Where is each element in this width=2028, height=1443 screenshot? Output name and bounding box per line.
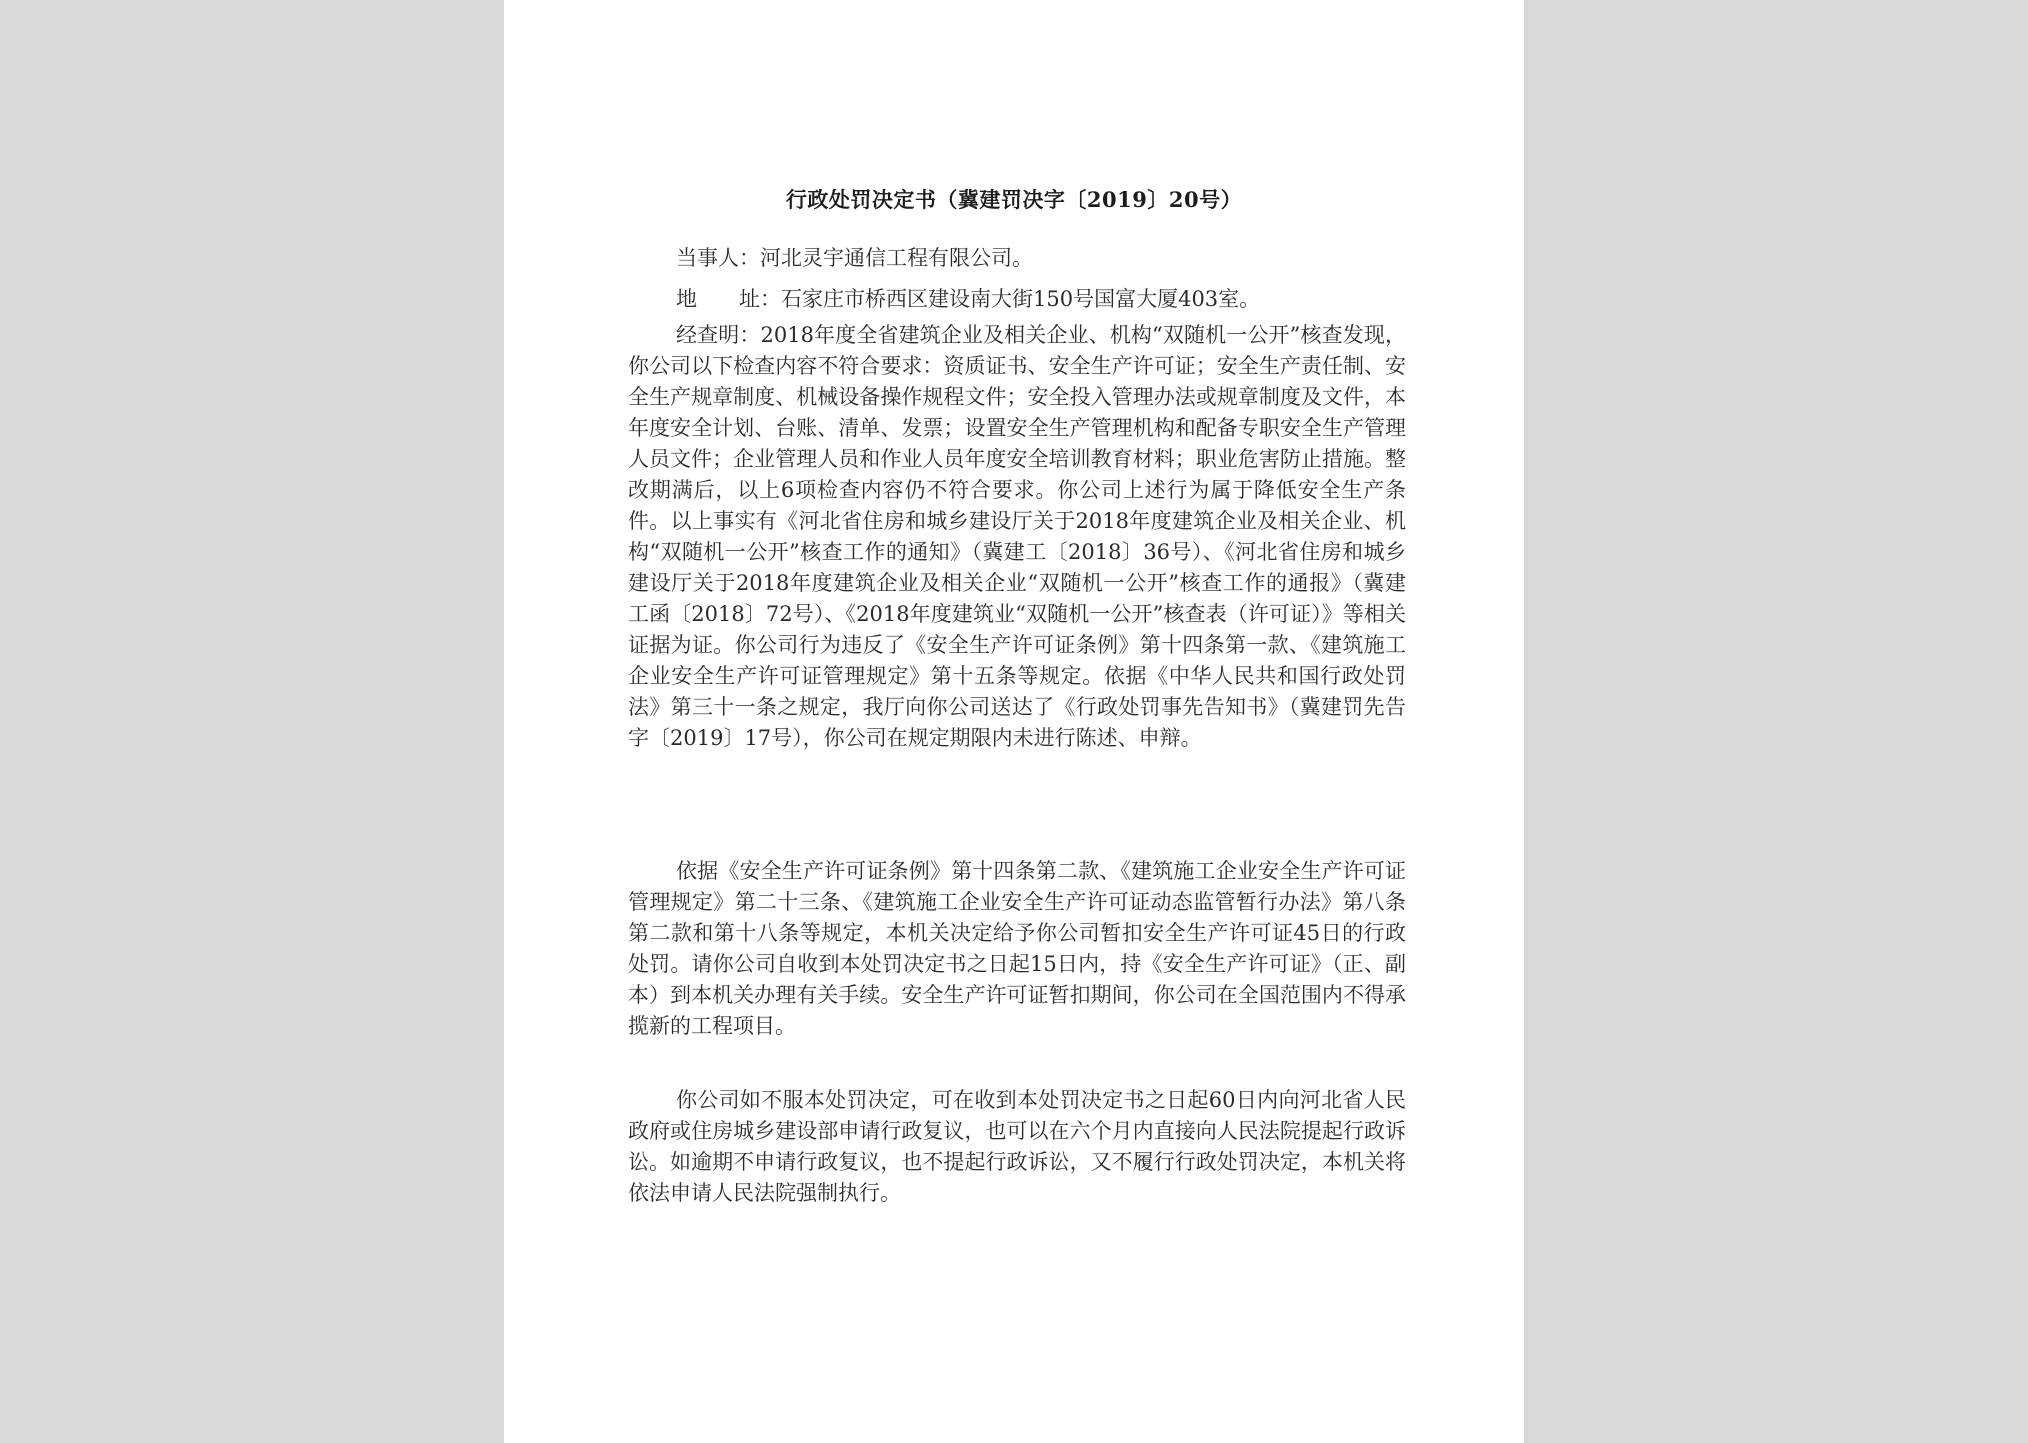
party-value: 河北灵宇通信工程有限公司。: [760, 246, 1033, 270]
document-page: [504, 0, 1524, 1443]
party-label: 当事人：: [676, 246, 760, 270]
address-field: [676, 283, 1260, 313]
decision-paragraph: 依据《安全生产许可证条例》第十四条第二款、《建筑施工企业安全生产许可证管理规定》第二十三条、《建筑施工企业安全生产许可证动态监管暂行办法》第八条第二款和第十八条等规定，本机关决定给予你公司暂扣安全生产许可证45日的行政处罚。请你公司自收到本处罚决定书之日起15日内，持《安全生产许可证》（正、副本）到本机关办理有关手续。安全生产许可证暂扣期间，你公司在全国范围内不得承揽新的工程项目。: [628, 859, 1406, 1038]
address-value: 石家庄市桥西区建设南大街150号国富大厦403室。: [781, 287, 1261, 311]
appeal-rights-paragraph: 你公司如不服本处罚决定，可在收到本处罚决定书之日起60日内向河北省人民政府或住房城乡建设部申请行政复议，也可以在六个月内直接向人民法院提起行政诉讼。如逾期不申请行政复议，也不提起行政诉讼，又不履行行政处罚决定，本机关将依法申请人民法院强制执行。: [628, 1088, 1406, 1205]
document-title: 行政处罚决定书（冀建罚决字〔2019〕20号）: [785, 187, 1243, 212]
address-label: 地 址：: [676, 287, 781, 311]
party-field: [676, 242, 1033, 272]
findings-paragraph: 经查明：2018年度全省建筑企业及相关企业、机构“双随机一公开”核查发现，你公司以下检查内容不符合要求：资质证书、安全生产许可证；安全生产责任制、安全生产规章制度、机械设备操作规程文件；安全投入管理办法或规章制度及文件，本年度安全计划、台账、清单、发票；设置安全生产管理机构和配备专职安全生产管理人员文件；企业管理人员和作业人员年度安全培训教育材料；职业危害防止措施。整改期满后，以上6项检查内容仍不符合要求。你公司上述行为属于降低安全生产条件。以上事实有《河北省住房和城乡建设厅关于2018年度建筑企业及相关企业、机构“双随机一公开”核查工作的通知》（冀建工〔2018〕36号）、《河北省住房和城乡建设厅关于2018年度建筑企业及相关企业“双随机一公开”核查工作的通报》（冀建工函〔2018〕72号）、《2018年度建筑业“双随机一公开”核查表（许可证）》等相关证据为证。你公司行为违反了《安全生产许可证条例》第十四条第一款、《建筑施工企业安全生产许可证管理规定》第十五条等规定。依据《中华人民共和国行政处罚法》第三十一条之规定，我厅向你公司送达了《行政处罚事先告知书》（冀建罚先告字〔2019〕17号），你公司在规定期限内未进行陈述、申辩。: [628, 323, 1406, 750]
